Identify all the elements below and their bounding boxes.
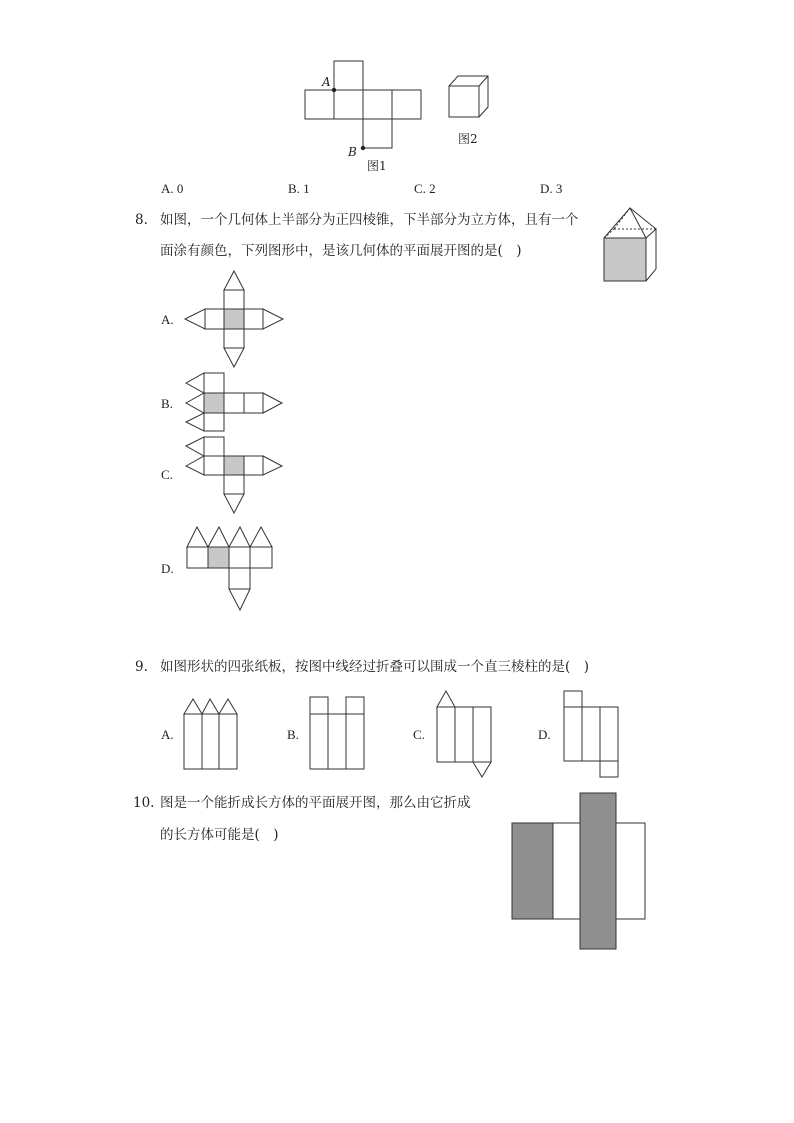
q10-question-line-2: 的长方体可能是( )	[160, 827, 279, 843]
q8-option-d-label[interactable]: D.	[161, 561, 174, 576]
q7-option-d[interactable]: D. 3	[540, 181, 563, 196]
q7-point-b-label: B	[348, 145, 357, 159]
q7-option-b[interactable]: B. 1	[288, 181, 310, 196]
q7-figure-1-caption: 图1	[367, 159, 387, 173]
q9-option-b-label[interactable]: B.	[287, 727, 299, 742]
q8-number: 8.	[135, 212, 148, 228]
q7-point-a-label: A	[322, 75, 331, 89]
q10-question-line-1: 图是一个能折成长方体的平面展开图，那么由它折成	[160, 795, 471, 811]
q9-number: 9.	[135, 659, 148, 675]
q8-question-line-1: 如图，一个几何体上半部分为正四棱锥，下半部分为立方体，且有一个	[160, 212, 579, 228]
q7-option-c[interactable]: C. 2	[414, 181, 436, 196]
q10-number: 10.	[133, 795, 155, 811]
q7-figure-2-caption: 图2	[458, 132, 478, 146]
q8-option-c-label[interactable]: C.	[161, 467, 173, 482]
q8-option-b-label[interactable]: B.	[161, 396, 173, 411]
q8-option-a-label[interactable]: A.	[161, 312, 174, 327]
q9-option-c-label[interactable]: C.	[413, 727, 425, 742]
q9-question-line-1: 如图形状的四张纸板，按图中线经过折叠可以围成一个直三棱柱的是( )	[160, 659, 590, 675]
q8-question-line-2: 面涂有颜色，下列图形中，是该几何体的平面展开图的是( )	[160, 243, 522, 259]
q7-option-a[interactable]: A. 0	[161, 181, 184, 196]
q9-option-d-label[interactable]: D.	[538, 727, 551, 742]
q9-option-a-label[interactable]: A.	[161, 727, 174, 742]
